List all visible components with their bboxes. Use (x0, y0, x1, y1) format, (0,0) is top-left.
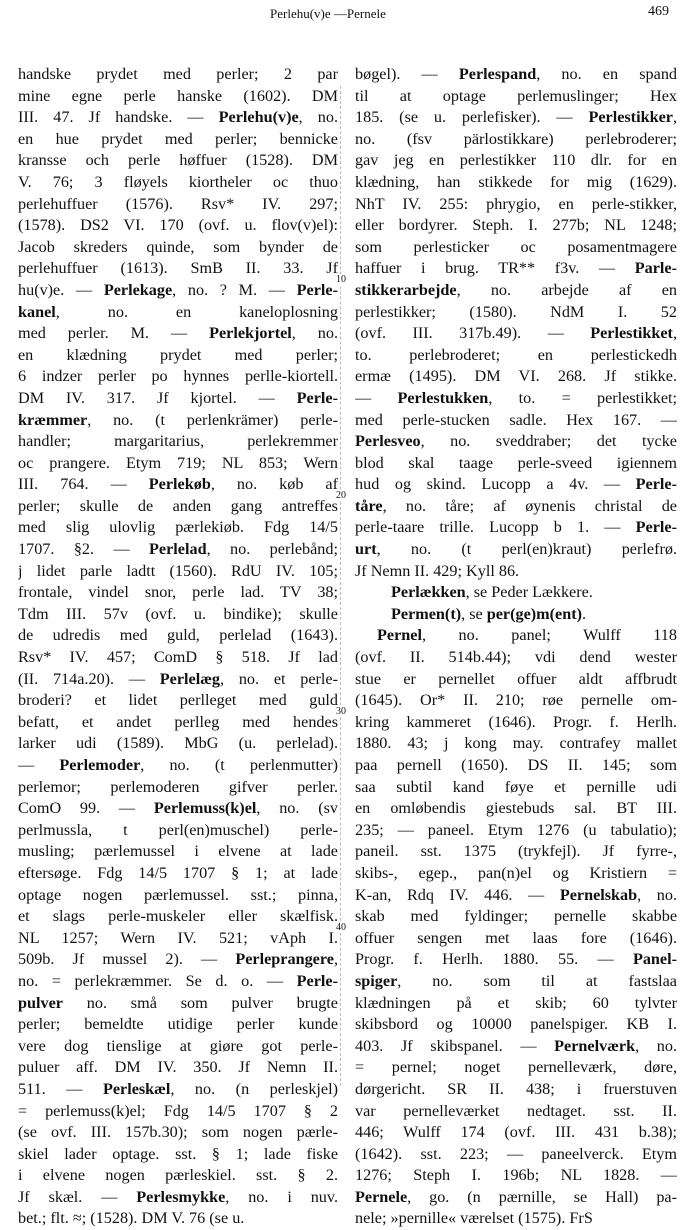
text-line: (1642). sst. 223; — paneelverck. Etym (355, 1144, 677, 1163)
text-line: en hue prydet med perler; bennicke (18, 129, 338, 148)
text-line: (ovf. II. 514b.44); vdi dend wester (355, 648, 677, 667)
text-line: gav jeg en perlestikker 110 dlr. for en (355, 151, 677, 170)
text-line: Rsv* IV. 457; ComD § 518. Jf lad (18, 648, 338, 667)
text-line: perler; bemeldte utidige perler kunde (18, 1015, 338, 1034)
text-line: ComO 99. — Perlemuss(k)el, no. (sv (18, 799, 338, 818)
text-line: til at optage perlemuslinger; Hex (355, 86, 677, 105)
text-line: eftersøge. Fdg 14/5 1707 § 1; at lade (18, 863, 338, 882)
text-line: larker udi (1589). MbG (u. perlelad). (18, 734, 338, 753)
text-line: Jacob skreders quinde, som bynder de (18, 237, 338, 256)
left-column (18, 64, 338, 1230)
text-line: 511. — Perleskæl, no. (n perleskjel) (18, 1079, 338, 1098)
text-line: perlehuffuer (1613). SmB II. 33. Jf (18, 259, 338, 278)
right-column (355, 64, 677, 1230)
text-line: et slags perle-muskeler eller skælfisk. (18, 907, 338, 926)
text-line: klædningen på et skib; 60 tylvter (355, 993, 677, 1012)
column-divider (340, 86, 341, 1086)
text-line: kransse och perle høffuer (1528). DM (18, 151, 338, 170)
text-line: Tdm III. 57v (ovf. u. bindike); skulle (18, 604, 338, 623)
text-line: K-an, Rdq IV. 446. — Pernelskab, no. (355, 885, 677, 904)
text-line: skiel lader optage. sst. § 1; lade fiske (18, 1144, 338, 1163)
text-line: Permen(t), se per(ge)m(ent). (391, 604, 587, 623)
line-number: 30 (336, 706, 346, 717)
text-line: Progr. f. Herlh. 1880. 55. — Panel- (355, 950, 677, 969)
text-line: ermæ (1495). DM VI. 268. Jf stikke. (355, 367, 677, 386)
text-line: (1645). Or* II. 210; røe pernelle om- (355, 691, 677, 710)
text-line: stikkerarbejde, no. arbejde af en (355, 280, 677, 299)
text-line: spiger, no. som til at fastslaa (355, 971, 677, 990)
text-line: to. perlebroderet; en perlestickedh (355, 345, 677, 364)
text-line: vere dog tienslige at giøre got perle- (18, 1036, 338, 1055)
text-line: Perlesveo, no. sveddraber; det tycke (355, 432, 677, 451)
text-line: V. 76; 3 fløyels kiortheler oc thuo (18, 172, 338, 191)
text-line: hu(v)e. — Perlekage, no. ? M. — Perle- (18, 280, 338, 299)
text-line: 446; Wulff 174 (ovf. III. 431 b.38); (355, 1123, 677, 1142)
text-line: — Perlestukken, to. = perlestikket; (355, 388, 677, 407)
text-line: skibs-, egep., pan(n)el og Kristiern = (355, 863, 677, 882)
text-line: III. 764. — Perlekøb, no. køb af (18, 475, 338, 494)
text-line: Pernel, no. panel; Wulff 118 (377, 626, 677, 645)
text-line: kanel, no. en kaneloplosning (18, 302, 338, 321)
text-line: kring kammeret (1646). Progr. f. Herlh. (355, 712, 677, 731)
text-line: perlehuffuer (1576). Rsv* IV. 297; (18, 194, 338, 213)
text-line: = perlemuss(k)el; Fdg 14/5 1707 § 2 (18, 1101, 338, 1120)
text-line: blod skal taage perle-sveed igiennem (355, 453, 677, 472)
text-line: saa subtil kand føye et pernille udi (355, 777, 677, 796)
text-line: klædning, han stikkede for mig (1629). (355, 172, 677, 191)
text-line: hud og skind. Lucopp a 4v. — Perle- (355, 475, 677, 494)
text-line: 185. (se u. perlefisker). — Perlestikker, (355, 108, 677, 127)
text-line: paneil. sst. 1375 (trykfejl). Jf fyrre-, (355, 842, 677, 861)
text-line: perler; skulle de anden gang antreffes (18, 496, 338, 515)
text-line: i elvene nogen pærleskiel. sst. § 2. (18, 1166, 338, 1185)
text-line: DM IV. 317. Jf kjortel. — Perle- (18, 388, 338, 407)
text-line: 6 indzer perler po hynnes perlle-kiortell. (18, 367, 338, 386)
text-line: pulver no. små som pulver brugte (18, 993, 338, 1012)
text-line: (II. 714a.20). — Perlelæg, no. et perle- (18, 669, 338, 688)
text-line: no. = perlekræmmer. Se d. o. — Perle- (18, 971, 338, 990)
text-line: broderi? et lidet perlleget med guld (18, 691, 338, 710)
text-line: handske prydet med perler; 2 par (18, 65, 338, 83)
text-line: med perle-stucken sadle. Hex 167. — (355, 410, 677, 429)
text-line: kræmmer, no. (t perlenkrämer) perle- (18, 410, 338, 429)
text-line: j lidet parle ladtt (1560). RdU IV. 105; (18, 561, 338, 580)
text-line: tåre, no. tåre; af øynenis christal de (355, 496, 677, 515)
text-line: — Perlemoder, no. (t perlenmutter) (18, 756, 338, 774)
text-line: 1707. §2. — Perlelad, no. perlebånd; (18, 540, 338, 559)
text-line: III. 47. Jf handske. — Perlehu(v)e, no. (18, 108, 338, 127)
text-line: de udredis med guld, perlelad (1643). (18, 626, 338, 645)
text-line: med slig ulovlig pærlekiøb. Fdg 14/5 (18, 518, 338, 537)
text-line: perlestikker; (1580). NdM I. 52 (355, 302, 677, 321)
text-line: handler; margaritarius, perlekremmer (18, 432, 338, 451)
text-line: Pernele, go. (n pærnille, se Hall) pa- (355, 1187, 677, 1206)
text-line: musling; pærlemussel i elvene at lade (18, 842, 338, 861)
running-title: Perlehu(v)e —Pernele (270, 6, 386, 21)
text-line: bøgel). — Perlespand, no. en spand (355, 65, 677, 83)
text-line: no. (fsv pärlostikkare) perlebroderer; (355, 129, 677, 148)
text-line: dørgericht. SR II. 438; i fruerstuven (355, 1079, 677, 1098)
text-line: som perlesticker oc posamentmagere (355, 237, 677, 256)
text-line: urt, no. (t perl(en)kraut) perlefrø. (355, 540, 677, 559)
text-line: perlemor; perlemoderen gifver perler. (18, 777, 338, 796)
text-line: befatt, et andet perlleg med hendes (18, 712, 338, 731)
text-line: var pernelleværket nedtaget. sst. II. (355, 1101, 677, 1120)
text-line: NhT IV. 255: phrygio, en perle-stikker, (355, 194, 677, 213)
text-line: 1276; Steph I. 196b; NL 1828. — (355, 1166, 677, 1185)
text-line: nele; »pernille« værelset (1575). FrS (355, 1209, 593, 1228)
line-number: 10 (336, 274, 346, 285)
text-line: (1578). DS2 VI. 170 (ovf. u. flov(v)el): (18, 216, 338, 235)
line-number: 20 (336, 490, 346, 501)
text-line: (se ovf. III. 157b.30); som nogen pærle- (18, 1123, 338, 1142)
text-line: en klædning prydet med perler; (18, 345, 338, 364)
text-line: offuer sengen met laas fore (1646). (355, 928, 677, 947)
text-line: skab med fyldinger; pernelle skabbe (355, 907, 677, 926)
text-line: 509b. Jf mussel 2). — Perleprangere, (18, 950, 338, 969)
text-line: bet.; flt. ≈; (1528). DM V. 76 (se u. (18, 1209, 245, 1228)
text-line: 403. Jf skibspanel. — Pernelværk, no. (355, 1036, 677, 1055)
page-header (0, 4, 692, 24)
text-line: en omløbendis giestebuds sal. BT III. (355, 799, 677, 818)
text-line: = pernel; noget pernelleværk, døre, (355, 1058, 677, 1077)
text-line: perlmussla, t perl(en)muschel) perle- (18, 820, 338, 839)
text-line: optage nogen pærlemussel. sst.; pinna, (18, 885, 338, 904)
text-line: oc prangere. Etym 719; NL 853; Wern (18, 453, 338, 472)
text-line: 1880. 43; j kong may. contrafey mallet (355, 734, 677, 753)
text-line: NL 1257; Wern IV. 521; vAph I. (18, 928, 338, 947)
text-line: skibsbord og 10000 panelspiger. KB I. (355, 1015, 677, 1034)
text-line: (ovf. III. 317b.49). — Perlestikket, (355, 324, 677, 343)
text-line: stue er pernellet offuer aldt affbrudt (355, 669, 677, 688)
text-line: haffuer i brug. TR** f3v. — Parle- (355, 259, 677, 278)
text-line: paa pernell (1650). DS II. 145; som (355, 756, 677, 774)
text-line: frontale, vindel snor, perle lad. TV 38; (18, 583, 338, 602)
text-line: eller bordyrer. Steph. I. 277b; NL 1248; (355, 216, 677, 235)
line-number: 40 (336, 922, 346, 933)
text-line: mine egne perle hanske (1602). DM (18, 86, 338, 105)
text-line: Jf Nemn II. 429; Kyll 86. (355, 561, 520, 580)
text-line: Jf skæl. — Perlesmykke, no. i nuv. (18, 1187, 338, 1206)
text-line: Perlækken, se Peder Lækkere. (391, 583, 593, 602)
text-line: perle-taare trille. Lucopp b 1. — Perle- (355, 518, 677, 537)
text-line: puluer aff. DM IV. 350. Jf Nemn II. (18, 1058, 338, 1077)
text-line: 235; — paneel. Etym 1276 (u tabulatio); (355, 820, 677, 839)
page-number: 469 (648, 4, 669, 19)
text-line: med perler. M. — Perlekjortel, no. (18, 324, 338, 343)
